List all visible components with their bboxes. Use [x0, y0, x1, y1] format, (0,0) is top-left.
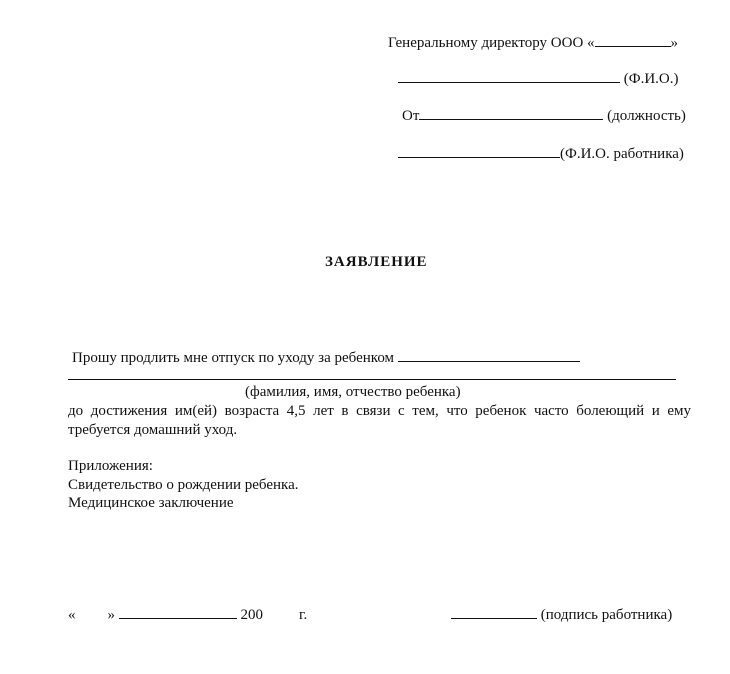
- signature-blank: [451, 604, 537, 619]
- attachments-heading: Приложения:: [68, 458, 153, 474]
- employee-name-blank: [398, 143, 560, 158]
- reason-line-1: до достижения им(ей) возраста 4,5 лет в связи с тем, что ребенок часто болеющий и ему: [68, 403, 691, 419]
- company-name-blank: [595, 32, 671, 47]
- from-position-line: [402, 105, 686, 125]
- child-blank-short: [398, 347, 580, 362]
- child-name-caption: (фамилия, имя, отчество ребенка): [245, 384, 461, 400]
- reason-line-2: требуется домашний уход.: [68, 422, 238, 438]
- position-label: (должность): [607, 108, 686, 124]
- employee-name-line: [398, 143, 684, 163]
- employee-name-label: (Ф.И.О. работника): [560, 146, 684, 162]
- from-label: От: [402, 108, 420, 124]
- addressee-prefix: Генеральному директору ООО «: [388, 35, 595, 51]
- request-line: [72, 347, 580, 367]
- position-blank: [419, 105, 603, 120]
- date-quote-open: «: [68, 607, 76, 623]
- addressee-suffix: »: [670, 35, 679, 51]
- date-quote-close: »: [107, 607, 115, 623]
- attachment-item: Медицинское заключение: [68, 495, 234, 511]
- document-title: ЗАЯВЛЕНИЕ: [325, 254, 428, 270]
- attachment-item: Свидетельство о рождении ребенка.: [68, 477, 299, 493]
- request-text: Прошу продлить мне отпуск по уходу за ребенком: [72, 350, 395, 366]
- director-name-label: (Ф.И.О.): [623, 71, 679, 87]
- year-prefix: 200: [240, 607, 263, 623]
- signature-line: [451, 604, 672, 624]
- signature-label: (подпись работника): [540, 607, 673, 623]
- addressee-line: [388, 32, 678, 52]
- child-name-blank: [68, 379, 676, 380]
- date-line: [68, 604, 307, 624]
- director-name-line: [398, 68, 679, 88]
- director-name-blank: [398, 68, 620, 83]
- year-suffix: г.: [299, 607, 308, 623]
- month-blank: [119, 604, 237, 619]
